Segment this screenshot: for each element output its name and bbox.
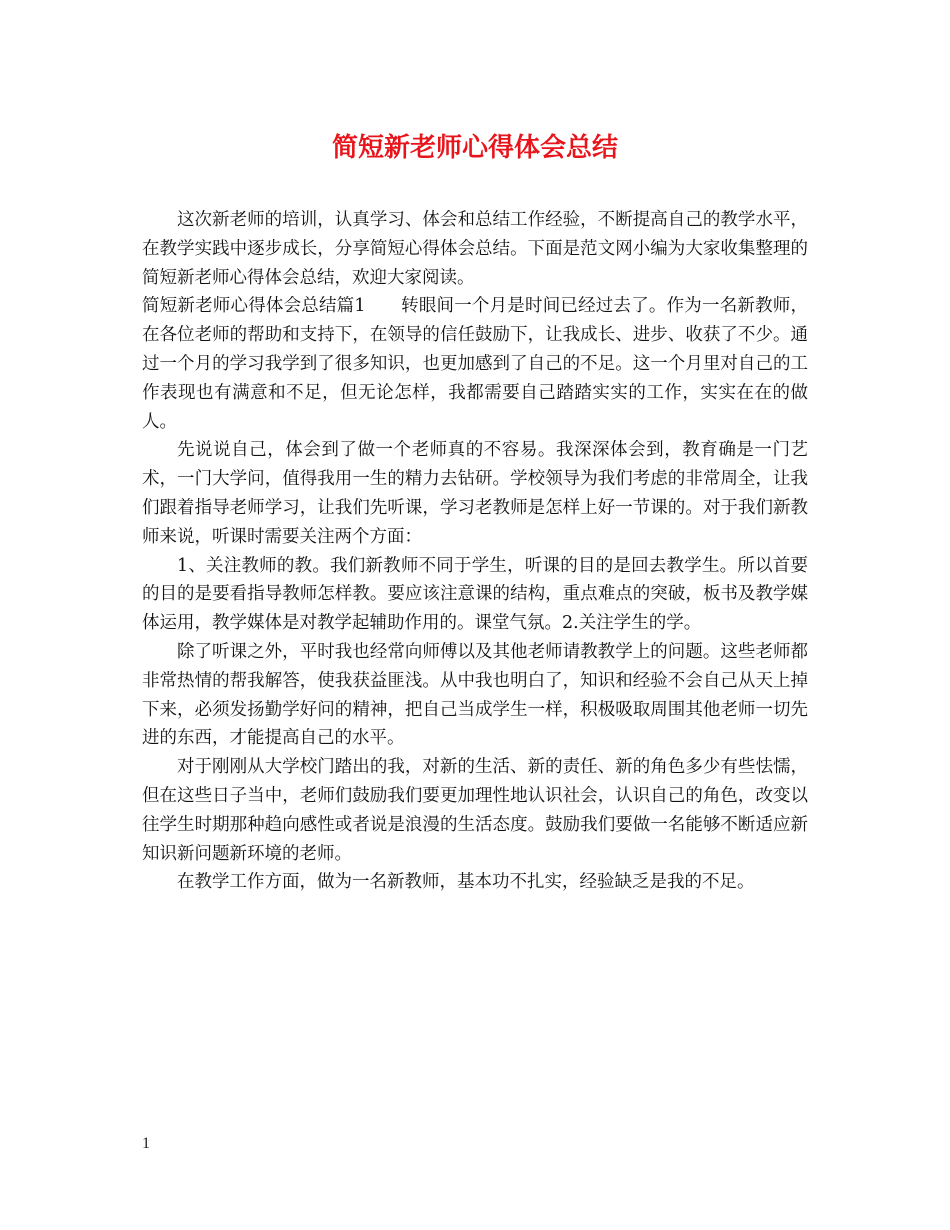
document-title: 简短新老师心得体会总结 <box>331 133 618 163</box>
document-body <box>142 206 808 897</box>
paragraph-intro: 这次新老师的培训，认真学习、体会和总结工作经验，不断提高自己的教学水平，在教学实践中逐步成长，分享简短心得体会总结。下面是范文网小编为大家收集整理的简短新老师心得体会总结，欢迎大家阅读。 <box>142 210 808 288</box>
paragraph-5: 对于刚刚从大学校门踏出的我，对新的生活、新的责任、新的角色多少有些怯懦，但在这些日子当中，老师们鼓励我们要更加理性地认识社会，认识自己的角色，改变以往学生时期那种趋向感性或者说是浪漫的生活态度。鼓励我们要做一名能够不断适应新知识新问题新环境的老师。 <box>142 757 808 864</box>
paragraph-4: 除了听课之外，平时我也经常向师傅以及其他老师请教教学上的问题。这些老师都非常热情的帮我解答，使我获益匪浅。从中我也明白了，知识和经验不会自己从天上掉下来，必须发扬勤学好问的精神，把自己当成学生一样，积极吸取周围其他老师一切先进的东西，才能提高自己的水平。 <box>142 641 808 749</box>
paragraph-6: 在教学工作方面，做为一名新教师，基本功不扎实，经验缺乏是我的不足。 <box>177 872 755 893</box>
paragraph-3: 1、关注教师的教。我们新教师不同于学生，听课的目的是回去教学生。所以首要的目的是要看指导教师怎样教。要应该注意课的结构，重点难点的突破，板书及教学媒体运用，教学媒体是对教学起辅助作用的。课堂气氛。2.关注学生的学。 <box>142 555 808 634</box>
paragraph-section-1: 简短新老师心得体会总结篇1 转眼间一个月是时间已经过去了。作为一名新教师，在各位老师的帮助和支持下，在领导的信任鼓励下，让我成长、进步、收获了不少。通过一个月的学习我学到了很多知识，也更加感到了自己的不足。这一个月里对自己的工作表现也有满意和不足，但无论怎样，我都需要自己踏踏实实的工作，实实在在的做人。 <box>142 296 808 432</box>
paragraph-2: 先说说自己，体会到了做一个老师真的不容易。我深深体会到，教育确是一门艺术，一门大学问，值得我用一生的精力去钻研。学校领导为我们考虑的非常周全，让我们跟着指导老师学习，让我们先听课，学习老教师是怎样上好一节课的。对于我们新教师来说，听课时需要关注两个方面： <box>142 440 808 547</box>
page-number: 1 <box>142 1135 150 1152</box>
